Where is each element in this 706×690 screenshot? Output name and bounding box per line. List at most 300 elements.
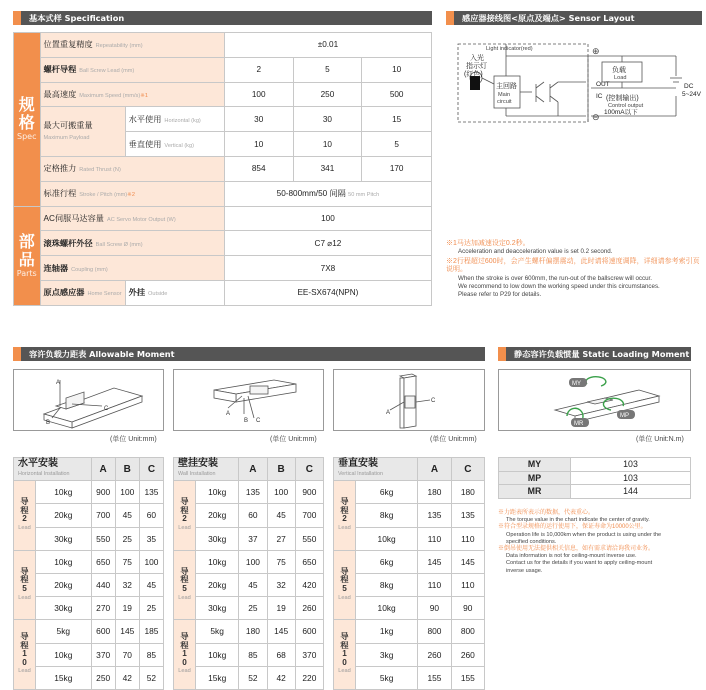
moment-cell: 8kg <box>356 504 418 527</box>
spec-row-thrust <box>14 156 432 181</box>
moment-col-header: C <box>295 458 323 481</box>
moment-cell: 70 <box>115 643 139 666</box>
static-note-3-en3: inverse usage. <box>506 567 543 574</box>
moment-cell: 370 <box>91 643 115 666</box>
lead-char: 程 <box>180 505 189 515</box>
unit-label-horizontal: (单位 Unit:mm) <box>110 436 157 443</box>
vertical-label-a: A <box>386 410 391 416</box>
moment-cell: 800 <box>451 620 484 643</box>
spec-notes <box>446 240 702 300</box>
static-key: MY <box>499 458 571 472</box>
moment-col-header: A <box>239 458 267 481</box>
moment-cell: 180 <box>418 481 451 504</box>
spec-label: 连轴器 Coupling (mm) <box>40 256 224 281</box>
table-row <box>334 550 485 573</box>
moment-cell: 3kg <box>356 643 418 666</box>
lead-char: 导 <box>180 632 189 642</box>
static-diagram <box>498 369 691 431</box>
static-row <box>499 471 691 485</box>
lead-char: 导 <box>340 632 349 642</box>
spec-row-lead <box>14 57 432 82</box>
table-row <box>174 597 324 620</box>
table-row <box>334 527 485 550</box>
lead-group-label: 导 程 5 Lead <box>174 550 196 620</box>
moment-cell: 30kg <box>36 597 92 620</box>
moment-cell: 8kg <box>356 573 418 596</box>
moment-cell: 260 <box>295 597 323 620</box>
parts-row-motor <box>14 206 432 231</box>
lead-char: 0 <box>22 657 27 667</box>
lead-char: 5 <box>182 584 187 594</box>
static-value: 103 <box>571 458 691 472</box>
table-row <box>174 504 324 527</box>
spec-value: C7 ⌀12 <box>224 231 431 256</box>
moment-cell: 135 <box>239 481 267 504</box>
lead-group-label: 导 程 1 0 Lead <box>14 620 36 690</box>
moment-cell: 700 <box>295 504 323 527</box>
moment-cell: 110 <box>418 527 451 550</box>
spec-value: 2 <box>224 57 293 82</box>
moment-cell: 650 <box>91 550 115 573</box>
note-1-en: Acceleration and deacceleration value is set 0.2 second. <box>458 248 613 256</box>
moment-cell: 420 <box>295 573 323 596</box>
moment-cell: 32 <box>267 573 295 596</box>
moment-cell: 440 <box>91 573 115 596</box>
moment-cell: 145 <box>418 550 451 573</box>
vertical-label-c: C <box>431 398 436 404</box>
sensor-light-cn2: 指示灯 <box>466 63 487 70</box>
spec-sublabel: 水平使用 Horizontal (kg) <box>125 107 224 132</box>
moment-cell: 45 <box>239 573 267 596</box>
sensor-main-cn: 主回路 <box>496 83 517 90</box>
lead-char: 程 <box>20 575 29 585</box>
moment-col-header: C <box>451 458 484 481</box>
table-row <box>174 481 324 504</box>
moment-cell: 10kg <box>356 597 418 620</box>
note-2-en1: When the stroke is over 600mm, the run-out of the ballscrew will occur. <box>458 274 652 282</box>
moment-header <box>13 347 485 361</box>
spec-value: 170 <box>362 156 432 181</box>
lead-group-label: 导 程 2 Lead <box>334 481 356 551</box>
spec-row-payload-h <box>14 107 432 132</box>
lead-char: 程 <box>340 505 349 515</box>
moment-cell: 6kg <box>356 550 418 573</box>
moment-col-header: A <box>91 458 115 481</box>
sensor-header-title: 感应器接线图<原点及端点> Sensor Layout <box>462 12 635 23</box>
static-row <box>499 458 691 472</box>
moment-cell: 52 <box>139 666 163 689</box>
spec-value: 341 <box>293 156 362 181</box>
lead-char: 5 <box>22 584 27 594</box>
moment-cell: 550 <box>295 527 323 550</box>
moment-header-row <box>334 458 485 481</box>
moment-cell: 650 <box>295 550 323 573</box>
moment-cell: 260 <box>418 643 451 666</box>
table-row <box>14 504 164 527</box>
table-row <box>334 620 485 643</box>
moment-cell: 85 <box>239 643 267 666</box>
sensor-light-cn1: 入光 <box>470 55 484 62</box>
lead-group-label: 导 程 1 0 Lead <box>174 620 196 690</box>
spec-label: 定格推力 Rated Thrust (N) <box>40 156 224 181</box>
table-row <box>14 597 164 620</box>
parts-row-coupling <box>14 256 432 281</box>
table-row <box>334 481 485 504</box>
unit-label-vertical: (单位 Unit:mm) <box>430 436 477 443</box>
moment-cell: 250 <box>91 666 115 689</box>
spec-sublabel: 垂直使用 Vertical (kg) <box>125 132 224 157</box>
moment-cell: 60 <box>239 504 267 527</box>
lead-char: 导 <box>20 632 29 642</box>
spec-value: 5 <box>362 132 432 157</box>
moment-cell: 110 <box>451 527 484 550</box>
spec-value: 10 <box>362 57 432 82</box>
lead-group-label: 导 程 1 0 Lead <box>334 620 356 690</box>
moment-header-row <box>174 458 324 481</box>
note-2-en3: Please refer to P29 for details. <box>458 291 542 299</box>
moment-header-title: 容许负载力距表 Allowable Moment <box>29 348 175 359</box>
spec-value: 500 <box>362 82 432 107</box>
moment-cell: 185 <box>139 620 163 643</box>
moment-cell: 10kg <box>196 643 239 666</box>
lead-char: 导 <box>340 566 349 576</box>
moment-cell: 20kg <box>36 573 92 596</box>
moment-cell: 155 <box>451 666 484 689</box>
sensor-main-en1: Main <box>498 92 511 98</box>
moment-cell: 45 <box>267 504 295 527</box>
moment-table-title: 壁挂安装 Wall Installation <box>174 458 239 481</box>
side-spec-en: Spec <box>17 132 37 142</box>
moment-cell: 19 <box>115 597 139 620</box>
spec-sublabel: 外挂 Outside <box>125 280 224 305</box>
spec-value: 100 <box>224 206 431 231</box>
moment-cell: 145 <box>267 620 295 643</box>
moment-cell: 35 <box>139 527 163 550</box>
spec-label: 最大可搬重量 Maximum Payload <box>40 107 125 157</box>
static-value: 144 <box>571 485 691 499</box>
wall-diagram-svg <box>174 370 323 430</box>
lead-char: 导 <box>20 497 29 507</box>
side-spec-char: 格 <box>18 113 35 133</box>
spec-value: 10 <box>293 132 362 157</box>
lead-char: 导 <box>340 497 349 507</box>
lead-group-cn <box>340 567 348 593</box>
unit-label-wall: (单位 Unit:mm) <box>270 436 317 443</box>
spec-table <box>13 32 432 306</box>
moment-cell: 100 <box>139 550 163 573</box>
spec-label: 滚珠螺杆外径 Ball Screw Ø (mm) <box>40 231 224 256</box>
moment-cell: 60 <box>139 504 163 527</box>
spec-value: 30 <box>293 107 362 132</box>
moment-cell: 100 <box>239 550 267 573</box>
horizontal-label-b: B <box>46 420 51 426</box>
lead-char: 0 <box>342 657 347 667</box>
lead-char: 程 <box>180 640 189 650</box>
sensor-load-cn: 负载 <box>612 67 626 74</box>
lead-char: 程 <box>20 505 29 515</box>
lead-char: 1 <box>342 649 347 659</box>
sensor-ctrl-en: Control output <box>608 103 644 109</box>
side-parts-en: Parts <box>16 268 37 278</box>
spec-row-repeatability <box>14 33 432 58</box>
spec-value: EE-SX674(NPN) <box>224 280 431 305</box>
moment-cell: 100 <box>115 481 139 504</box>
horizontal-diagram-svg <box>14 370 163 430</box>
moment-cell: 5kg <box>36 620 92 643</box>
lead-group-label: 导 程 5 Lead <box>14 550 36 620</box>
table-row <box>334 666 485 689</box>
moment-col-header: B <box>267 458 295 481</box>
moment-cell: 42 <box>115 666 139 689</box>
spec-label: 原点感应器 Home Sensor <box>40 280 125 305</box>
lead-group-cn <box>340 497 348 523</box>
sensor-minus: ⊖ <box>592 112 600 122</box>
moment-cell: 75 <box>267 550 295 573</box>
moment-cell: 10kg <box>36 643 92 666</box>
moment-col-header: A <box>418 458 451 481</box>
spec-label: 最高速度 Maximum Speed (mm/s)※1 <box>40 82 224 107</box>
table-row <box>14 550 164 573</box>
lead-char: 程 <box>20 640 29 650</box>
lead-group-cn <box>180 567 188 593</box>
moment-cell: 270 <box>91 597 115 620</box>
static-row <box>499 485 691 499</box>
moment-cell: 20kg <box>36 504 92 527</box>
moment-cell: 180 <box>451 481 484 504</box>
parts-row-sensor <box>14 280 432 305</box>
moment-table-vertical <box>333 457 485 690</box>
static-note-1-cn: ※力距表所表示的数据，代表重心。 <box>498 510 595 516</box>
table-row <box>174 573 324 596</box>
static-notes <box>498 510 698 575</box>
spec-label: AC伺服马达容量 AC Servo Motor Output (W) <box>40 206 224 231</box>
sensor-dc: DC <box>684 83 694 90</box>
side-spec <box>14 33 41 207</box>
spec-value: 7X8 <box>224 256 431 281</box>
sensor-light-cn3: (红色) <box>464 71 483 78</box>
lead-group-cn <box>20 497 28 523</box>
moment-cell: 135 <box>418 504 451 527</box>
note-1-cn: ※1马达加减速设定0.2秒。 <box>446 240 530 247</box>
moment-cell: 32 <box>115 573 139 596</box>
static-note-2-en1: Operation life is 10,000km when the product is using under the <box>506 531 662 538</box>
table-row <box>14 620 164 643</box>
horizontal-diagram <box>13 369 164 431</box>
static-key: MR <box>499 485 571 499</box>
sensor-ctrl-val: 100mA以下 <box>604 109 638 116</box>
sensor-load-en: Load <box>614 75 627 81</box>
moment-cell: 600 <box>295 620 323 643</box>
vertical-diagram <box>333 369 485 431</box>
sensor-diagram <box>446 36 702 128</box>
horizontal-label-a: A <box>56 380 61 386</box>
spec-value: 50-800mm/50 间隔 50 mm Pitch <box>224 181 431 206</box>
static-diagram-svg <box>499 370 690 430</box>
table-row <box>174 643 324 666</box>
spec-value: 250 <box>293 82 362 107</box>
lead-group-cn <box>20 567 28 593</box>
static-table <box>498 457 691 499</box>
header-accent <box>13 347 21 361</box>
moment-cell: 30kg <box>36 527 92 550</box>
moment-cell: 15kg <box>36 666 92 689</box>
moment-cell: 85 <box>139 643 163 666</box>
sensor-dc-v: 5~24V <box>682 91 701 98</box>
moment-cell: 10kg <box>196 550 239 573</box>
static-note-3-cn: ※倒吊使用无法提供相关信息，如有需求请洽询我司业务。 <box>498 546 655 553</box>
static-label-my: MY <box>572 381 581 387</box>
moment-cell: 27 <box>267 527 295 550</box>
moment-cell: 25 <box>239 597 267 620</box>
table-row <box>334 597 485 620</box>
moment-cell: 10kg <box>196 481 239 504</box>
spec-label: 位置重复精度 Repeatability (mm) <box>40 33 224 58</box>
spec-label: 螺杆导程 Ball Screw Lead (mm) <box>40 57 224 82</box>
spec-value: 5 <box>293 57 362 82</box>
table-row <box>14 573 164 596</box>
spec-value: 15 <box>362 107 432 132</box>
sensor-ic: IC <box>596 93 603 100</box>
lead-group-cn <box>340 632 348 667</box>
static-key: MP <box>499 471 571 485</box>
static-header <box>498 347 691 361</box>
note-2-cn: ※2行程超过600时，会产生螺杆偏摆震动，此时请将速度调降，详细请参考索引页说明。 <box>446 257 700 274</box>
moment-cell: 90 <box>418 597 451 620</box>
moment-cell: 135 <box>139 481 163 504</box>
moment-cell: 145 <box>115 620 139 643</box>
sensor-out: OUT <box>596 81 610 88</box>
moment-cell: 800 <box>418 620 451 643</box>
moment-table-title: 垂直安装 Vertical Installation <box>334 458 418 481</box>
lead-char: 1 <box>182 649 187 659</box>
side-parts-char: 部 <box>18 231 35 251</box>
moment-table-wall <box>173 457 324 690</box>
moment-cell: 10kg <box>356 527 418 550</box>
table-row <box>334 643 485 666</box>
sensor-main-en2: circuit <box>497 99 512 105</box>
spec-value: 854 <box>224 156 293 181</box>
moment-cell: 68 <box>267 643 295 666</box>
moment-cell: 5kg <box>356 666 418 689</box>
table-row <box>334 573 485 596</box>
moment-cell: 145 <box>451 550 484 573</box>
spec-row-speed <box>14 82 432 107</box>
moment-cell: 110 <box>451 573 484 596</box>
moment-cell: 900 <box>295 481 323 504</box>
spec-label: 标准行程 Stroke / Pitch (mm)※2 <box>40 181 224 206</box>
table-row <box>174 527 324 550</box>
static-note-1-en: The torque value in the chart indicate the center of gravity. <box>506 517 650 524</box>
moment-cell: 155 <box>418 666 451 689</box>
static-value: 103 <box>571 471 691 485</box>
moment-cell: 700 <box>91 504 115 527</box>
moment-cell: 42 <box>267 666 295 689</box>
vertical-diagram-svg <box>334 370 484 430</box>
sensor-plus: ⊕ <box>592 46 600 56</box>
moment-cell: 1kg <box>356 620 418 643</box>
spec-value: 30 <box>224 107 293 132</box>
moment-cell: 75 <box>115 550 139 573</box>
lead-char: 导 <box>180 566 189 576</box>
spec-row-stroke <box>14 181 432 206</box>
moment-header-row <box>14 458 164 481</box>
lead-char: 2 <box>342 514 347 524</box>
moment-cell: 30kg <box>196 527 239 550</box>
moment-col-header: C <box>139 458 163 481</box>
table-row <box>174 550 324 573</box>
moment-table-horizontal <box>13 457 164 690</box>
static-note-3-en1: Data information is not for ceiling-mount inverse use. <box>506 553 637 560</box>
table-row <box>14 527 164 550</box>
side-parts <box>14 206 41 305</box>
table-row <box>174 620 324 643</box>
static-label-mr: MR <box>574 421 584 427</box>
parts-row-screw <box>14 231 432 256</box>
note-2-en2: We recommend to low down the working speed under this circumstances. <box>458 283 660 291</box>
moment-cell: 600 <box>91 620 115 643</box>
side-parts-char: 品 <box>18 249 35 269</box>
lead-group-cn <box>180 497 188 523</box>
lead-char: 5 <box>342 584 347 594</box>
wall-label-c: C <box>256 418 261 424</box>
moment-cell: 45 <box>115 504 139 527</box>
moment-col-header: B <box>115 458 139 481</box>
lead-char: 程 <box>340 575 349 585</box>
lead-char: 导 <box>180 497 189 507</box>
moment-cell: 100 <box>267 481 295 504</box>
static-note-2-en2: specified conditions. <box>506 538 557 545</box>
sensor-header <box>446 11 702 25</box>
table-row <box>14 481 164 504</box>
lead-char: 程 <box>340 640 349 650</box>
moment-cell: 220 <box>295 666 323 689</box>
lead-group-cn <box>180 632 188 667</box>
lead-char: 程 <box>180 575 189 585</box>
table-row <box>14 666 164 689</box>
side-spec-char: 规 <box>18 95 35 115</box>
lead-group-label: 导 程 2 Lead <box>14 481 36 551</box>
moment-cell: 30kg <box>196 597 239 620</box>
table-row <box>334 504 485 527</box>
table-row <box>174 666 324 689</box>
moment-cell: 370 <box>295 643 323 666</box>
wall-diagram <box>173 369 324 431</box>
spec-header <box>13 11 432 25</box>
table-row <box>14 643 164 666</box>
moment-cell: 5kg <box>196 620 239 643</box>
header-accent <box>446 11 454 25</box>
moment-cell: 37 <box>239 527 267 550</box>
unit-label-static: (单位 Unit:N.m) <box>636 436 684 443</box>
moment-cell: 6kg <box>356 481 418 504</box>
lead-group-label: 导 程 2 Lead <box>174 481 196 551</box>
moment-cell: 52 <box>239 666 267 689</box>
sensor-light-en: Light indicator(red) <box>486 46 533 52</box>
moment-cell: 15kg <box>196 666 239 689</box>
lead-char: 1 <box>22 649 27 659</box>
lead-char: 2 <box>182 514 187 524</box>
moment-cell: 900 <box>91 481 115 504</box>
spec-value: 10 <box>224 132 293 157</box>
moment-cell: 10kg <box>36 550 92 573</box>
moment-cell: 550 <box>91 527 115 550</box>
moment-cell: 260 <box>451 643 484 666</box>
moment-cell: 25 <box>115 527 139 550</box>
lead-group-label: 导 程 5 Lead <box>334 550 356 620</box>
wall-label-a: A <box>226 411 231 417</box>
lead-char: 导 <box>20 566 29 576</box>
static-header-title: 静态容许负载惯量 Static Loading Moment <box>514 348 690 359</box>
